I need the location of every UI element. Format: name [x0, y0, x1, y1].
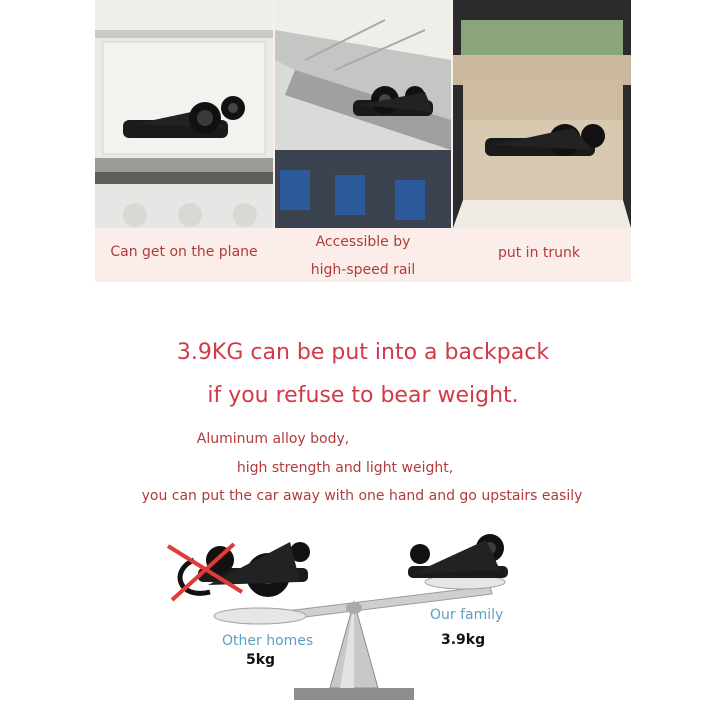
caption-trunk: put in trunk: [497, 245, 580, 261]
other-homes-label: Other homes: [222, 633, 314, 649]
folded-stroller-icon: [408, 534, 508, 578]
body-line1: Aluminum alloy body,: [196, 431, 350, 447]
body-line2: high strength and light weight,: [236, 460, 454, 476]
caption-plane: Can get on the plane: [110, 244, 258, 260]
caption-rail: [275, 230, 451, 282]
balance-scale-illustration: [150, 530, 530, 726]
body-line3: you can put the car away with one hand and go upstairs easily: [141, 488, 583, 504]
our-family-weight: 3.9kg: [441, 632, 486, 648]
other-homes-weight: 5kg: [246, 652, 276, 668]
folded-stroller-icon: [180, 542, 310, 597]
our-family-label: Our family: [430, 607, 504, 623]
photo-high-speed-rail-rack: [275, 0, 451, 228]
photo-plane-overhead-bin: [95, 0, 273, 228]
photo-car-trunk: [453, 0, 631, 228]
scale-left-pan: [214, 608, 306, 624]
scale-base: [294, 688, 414, 700]
caption-rail-line1: Accessible by: [315, 234, 411, 250]
headline-line1: 3.9KG can be put into a backpack: [176, 340, 550, 365]
caption-rail-line2: high-speed rail: [310, 262, 416, 278]
headline-line2: if you refuse to bear weight.: [207, 383, 519, 408]
